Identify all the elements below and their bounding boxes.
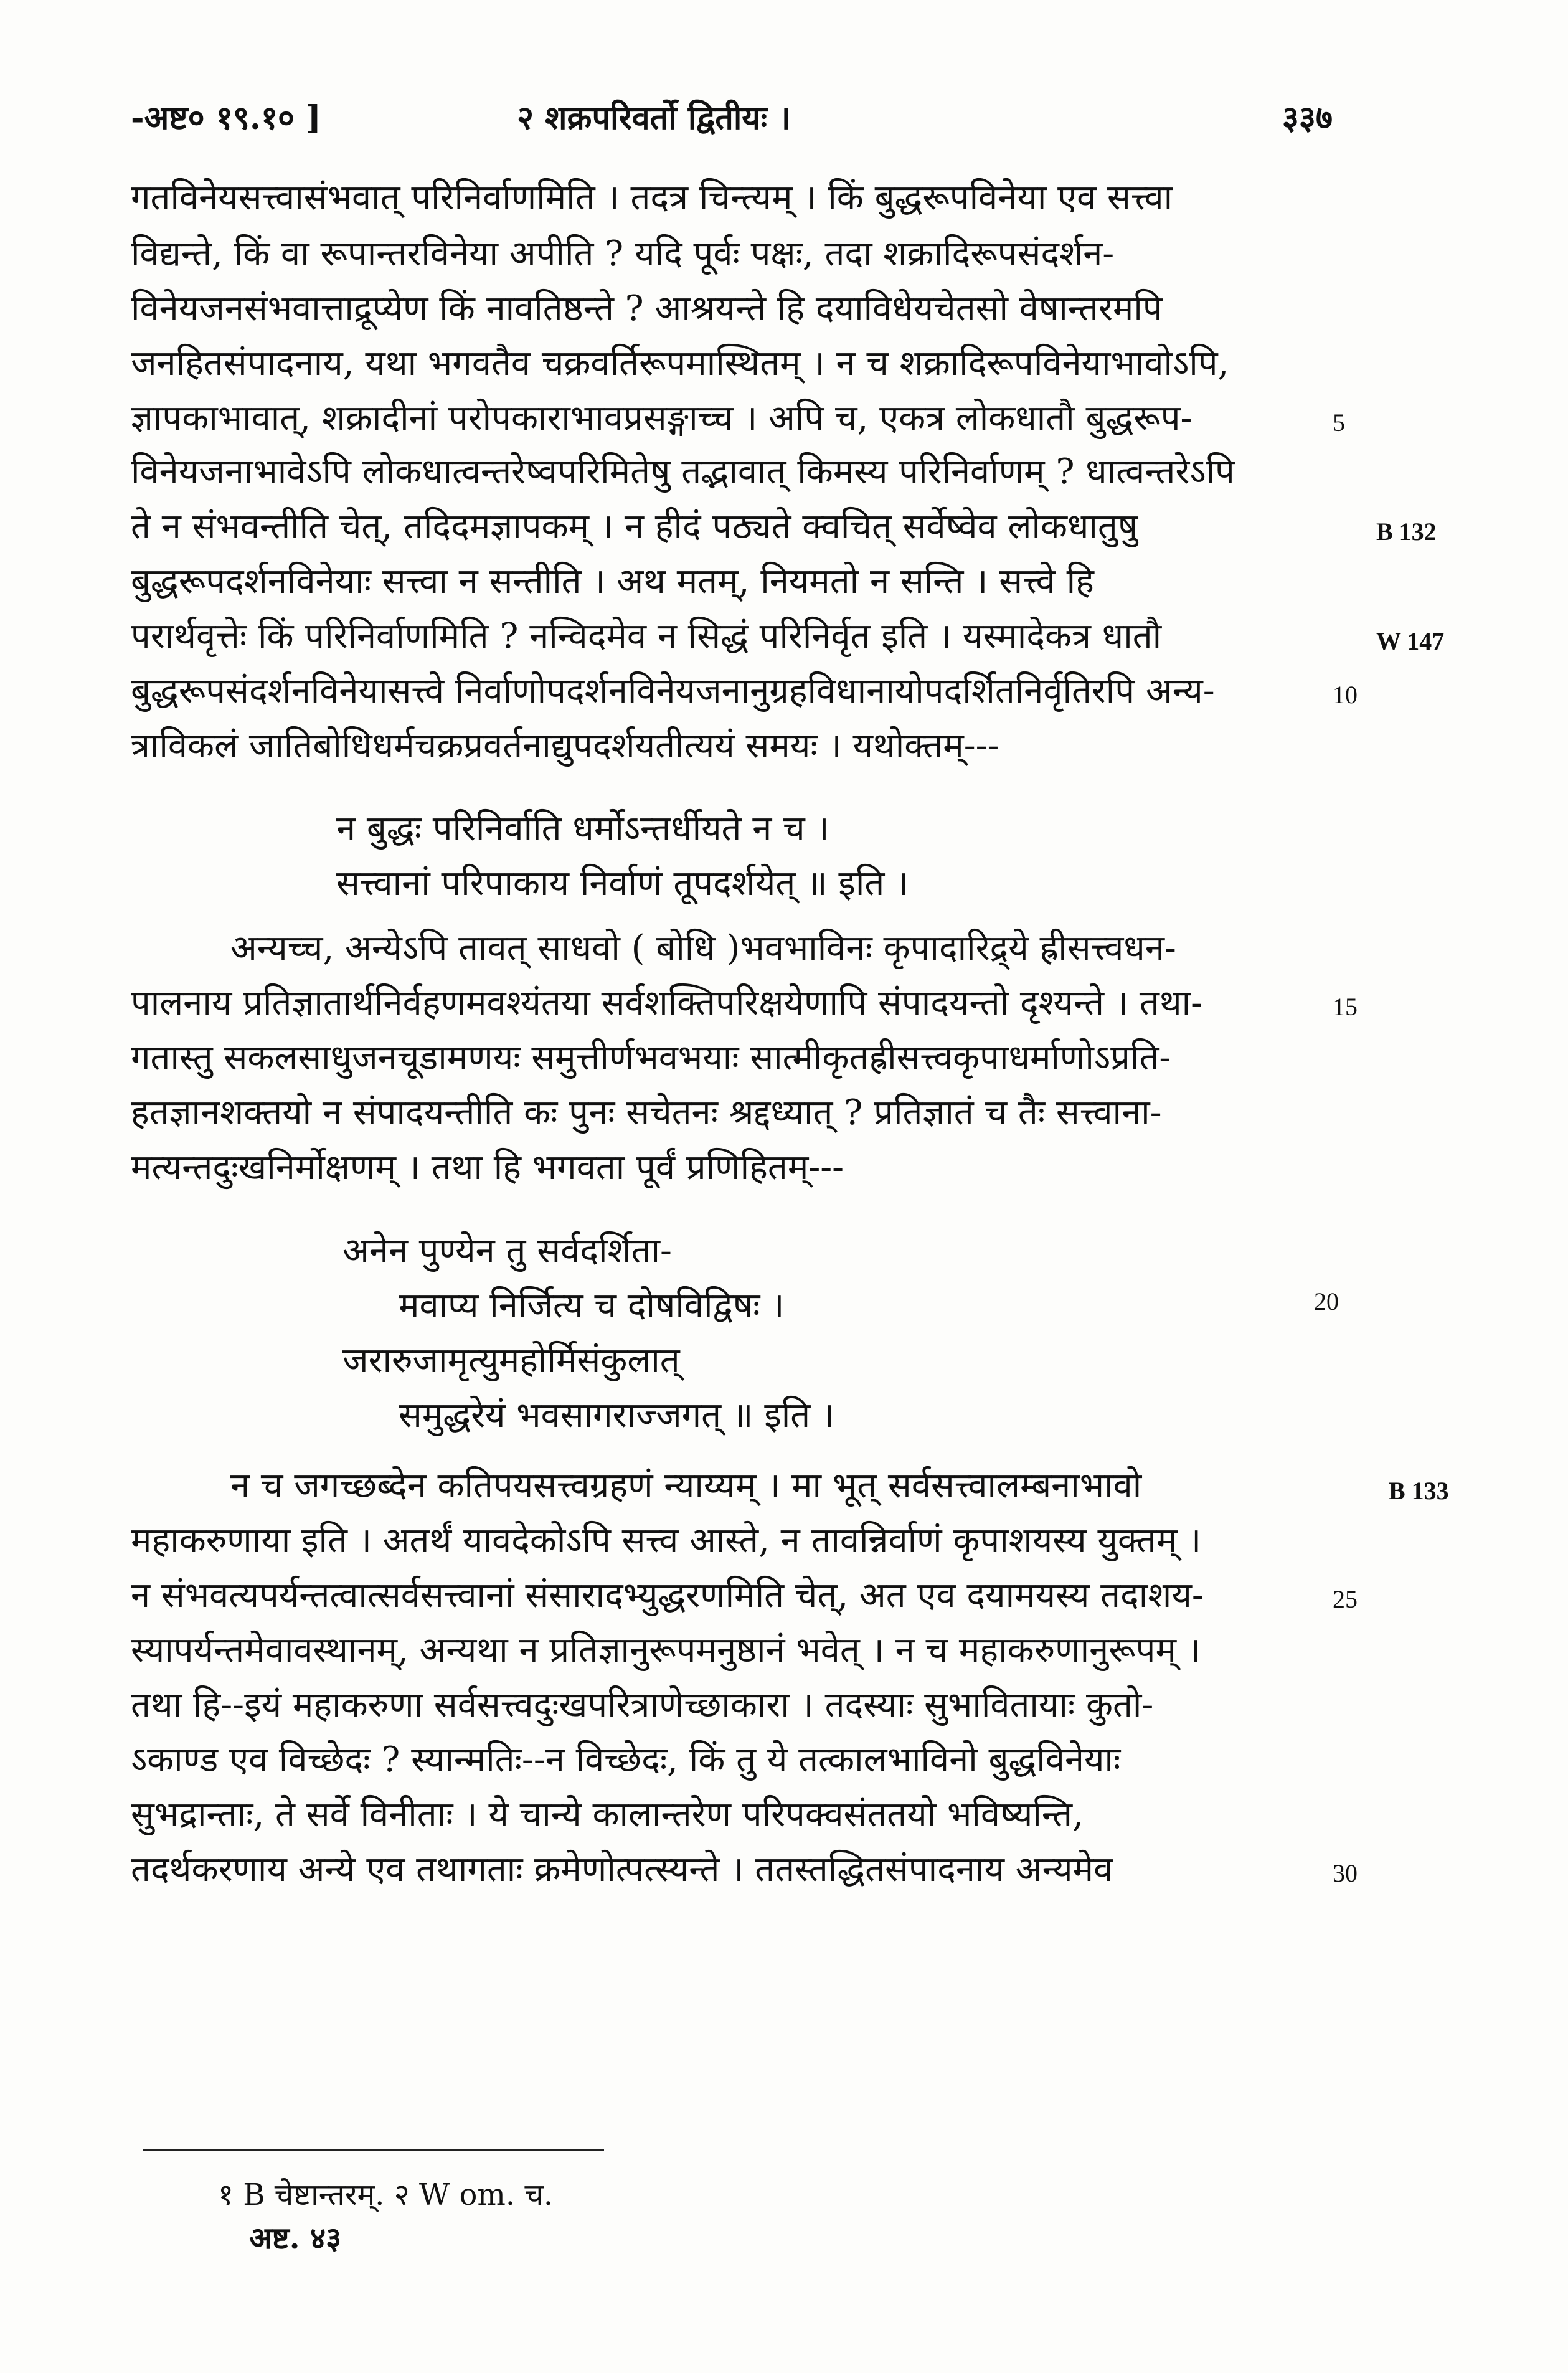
verse-line: मवाप्य निर्जित्य च दोषविद्विषः ।	[399, 1286, 785, 1326]
line-number: 15	[1333, 993, 1358, 1021]
text-line: ज्ञापकाभावात्, शक्रादीनां परोपकाराभावप्रसङ्गाच्च । अपि च, एकत्र लोकधातौ बुद्धरूप-	[131, 398, 1193, 438]
footnote-rule	[143, 2149, 604, 2151]
text-line: हतज्ञानशक्तयो न संपादयन्तीति कः पुनः सचेतनः श्रद्दध्यात् ? प्रतिज्ञातं च तैः सत्त्वाना-	[131, 1092, 1162, 1133]
text-line: त्राविकलं जातिबोधिधर्मचक्रप्रवर्तनाद्युपदर्शयतीत्ययं समयः । यथोक्तम्---	[131, 726, 999, 766]
line-number: 20	[1314, 1287, 1339, 1315]
line-number: 25	[1333, 1585, 1358, 1613]
text-line: ते न संभवन्तीति चेत्, तदिदमज्ञापकम् । न हीदं पठ्यते क्वचित् सर्वेष्वेव लोकधातुषु	[131, 506, 1138, 547]
footnote: १ B चेष्टान्तरम्. २ W om. च.	[218, 2177, 554, 2212]
header-section-ref: -अष्ट० १९.१० ]	[131, 99, 321, 137]
line-number: 10	[1333, 681, 1358, 709]
verse-line: समुद्धरेयं भवसागराज्जगत् ॥ इति ।	[399, 1395, 835, 1436]
text-line: सुभद्रान्ताः, ते सर्वे विनीताः । ये चान्ये कालान्तरेण परिपक्वसंततयो भविष्यन्ति,	[131, 1794, 1084, 1835]
verse-line: अनेन पुण्येन तु सर्वदर्शिता-	[342, 1231, 672, 1271]
text-line: जनहितसंपादनाय, यथा भगवतैव चक्रवर्तिरूपमास्थितम् । न च शक्रादिरूपविनेयाभावोऽपि,	[131, 343, 1229, 384]
text-line: न च जगच्छब्देन कतिपयसत्त्वग्रहणं न्याय्यम् । मा भूत् सर्वसत्त्वालम्बनाभावो	[230, 1466, 1142, 1506]
running-header	[131, 95, 1333, 144]
text-line: ऽकाण्ड एव विच्छेदः ? स्यान्मतिः--न विच्छेदः, किं तु ये तत्कालभाविनो बुद्धविनेयाः	[131, 1740, 1121, 1780]
text-line: बुद्धरूपसंदर्शनविनेयासत्त्वे निर्वाणोपदर्शनविनेयजनानुग्रहविधानायोपदर्शितनिर्वृतिरपि अन्य-	[131, 671, 1215, 711]
header-page-number: ३३७	[1282, 99, 1333, 137]
text-line: गतविनेयसत्त्वासंभवात् परिनिर्वाणमिति । तदत्र चिन्त्यम् । किं बुद्धरूपविनेया एव सत्त्वा	[131, 178, 1173, 218]
verse-line: जरारुजामृत्युमहोर्मिसंकुलात्	[342, 1340, 680, 1381]
text-line: परार्थवृत्तेः किं परिनिर्वाणमिति ? नन्विदमेव न सिद्धं परिनिर्वृत इति । यस्मादेकत्र धातौ	[131, 616, 1162, 656]
text-line: पालनाय प्रतिज्ञातार्थनिर्वहणमवश्यंतया सर्वशक्तिपरिक्षयेणापि संपादयन्तो दृश्यन्ते । तथा-	[131, 983, 1203, 1023]
margin-ref: B 132	[1376, 518, 1437, 546]
verse-line: सत्त्वानां परिपाकाय निर्वाणं तूपदर्शयेत् ॥ इति ।	[336, 863, 909, 904]
verse-line: न बुद्धः परिनिर्वाति धर्मोऽन्तर्धीयते न च ।	[336, 808, 829, 849]
text-line: तथा हि--इयं महाकरुणा सर्वसत्त्वदुःखपरित्राणेच्छाकारा । तदस्याः सुभावितायाः कुतो-	[131, 1685, 1154, 1725]
text-line: न संभवत्यपर्यन्तत्वात्सर्वसत्त्वानां संसारादभ्युद्धरणमिति चेत्, अत एव दयामयस्य तदाशय-	[131, 1575, 1204, 1616]
text-line: अन्यच्च, अन्येऽपि तावत् साधवो ( बोधि )भवभाविनः कृपादारिद्र्ये ह्रीसत्त्वधन-	[230, 928, 1176, 969]
text-line: विनेयजनसंभवात्ताद्रूप्येण किं नावतिष्ठन्ते ? आश्रयन्ते हि दयाविधेयचेतसो वेषान्तरमपि	[131, 288, 1163, 329]
text-line: विनेयजनाभावेऽपि लोकधात्वन्तरेष्वपरिमितेषु तद्भावात् किमस्य परिनिर्वाणम् ? धात्वन्तरेऽपि	[131, 452, 1235, 492]
text-line: महाकरुणाया इति । अतर्थं यावदेकोऽपि सत्त्व आस्ते, न तावन्निर्वाणं कृपाशयस्य युक्तम् ।	[131, 1520, 1202, 1561]
signature-mark: अष्ट. ४३	[249, 2221, 342, 2256]
margin-ref: B 133	[1389, 1477, 1449, 1505]
text-line: विद्यन्ते, किं वा रूपान्तरविनेया अपीति ? यदि पूर्वः पक्षः, तदा शक्रादिरूपसंदर्शन-	[131, 234, 1115, 274]
text-line: तदर्थकरणाय अन्ये एव तथागताः क्रमेणोत्पत्स्यन्ते । ततस्तद्धितसंपादनाय अन्यमेव	[131, 1849, 1113, 1890]
text-line: बुद्धरूपदर्शनविनेयाः सत्त्वा न सन्तीति । अथ मतम्, नियमतो न सन्ति । सत्त्वे हि	[131, 561, 1094, 602]
header-chapter-title: २ शक्रपरिवर्तो द्वितीयः ।	[517, 99, 791, 137]
text-line: गतास्तु सकलसाधुजनचूडामणयः समुत्तीर्णभवभयाः सात्मीकृतह्रीसत्त्वकृपाधर्माणोऽप्रति-	[131, 1038, 1171, 1078]
margin-ref: W 147	[1376, 627, 1445, 655]
line-number: 5	[1333, 409, 1345, 437]
text-line: मत्यन्तदुःखनिर्मोक्षणम् । तथा हि भगवता पूर्वं प्रणिहितम्---	[131, 1147, 844, 1188]
text-line: स्यापर्यन्तमेवावस्थानम्, अन्यथा न प्रतिज्ञानुरूपमनुष्ठानं भवेत् । न च महाकरुणानुरूपम् ।	[131, 1630, 1201, 1670]
line-number: 30	[1333, 1859, 1358, 1887]
